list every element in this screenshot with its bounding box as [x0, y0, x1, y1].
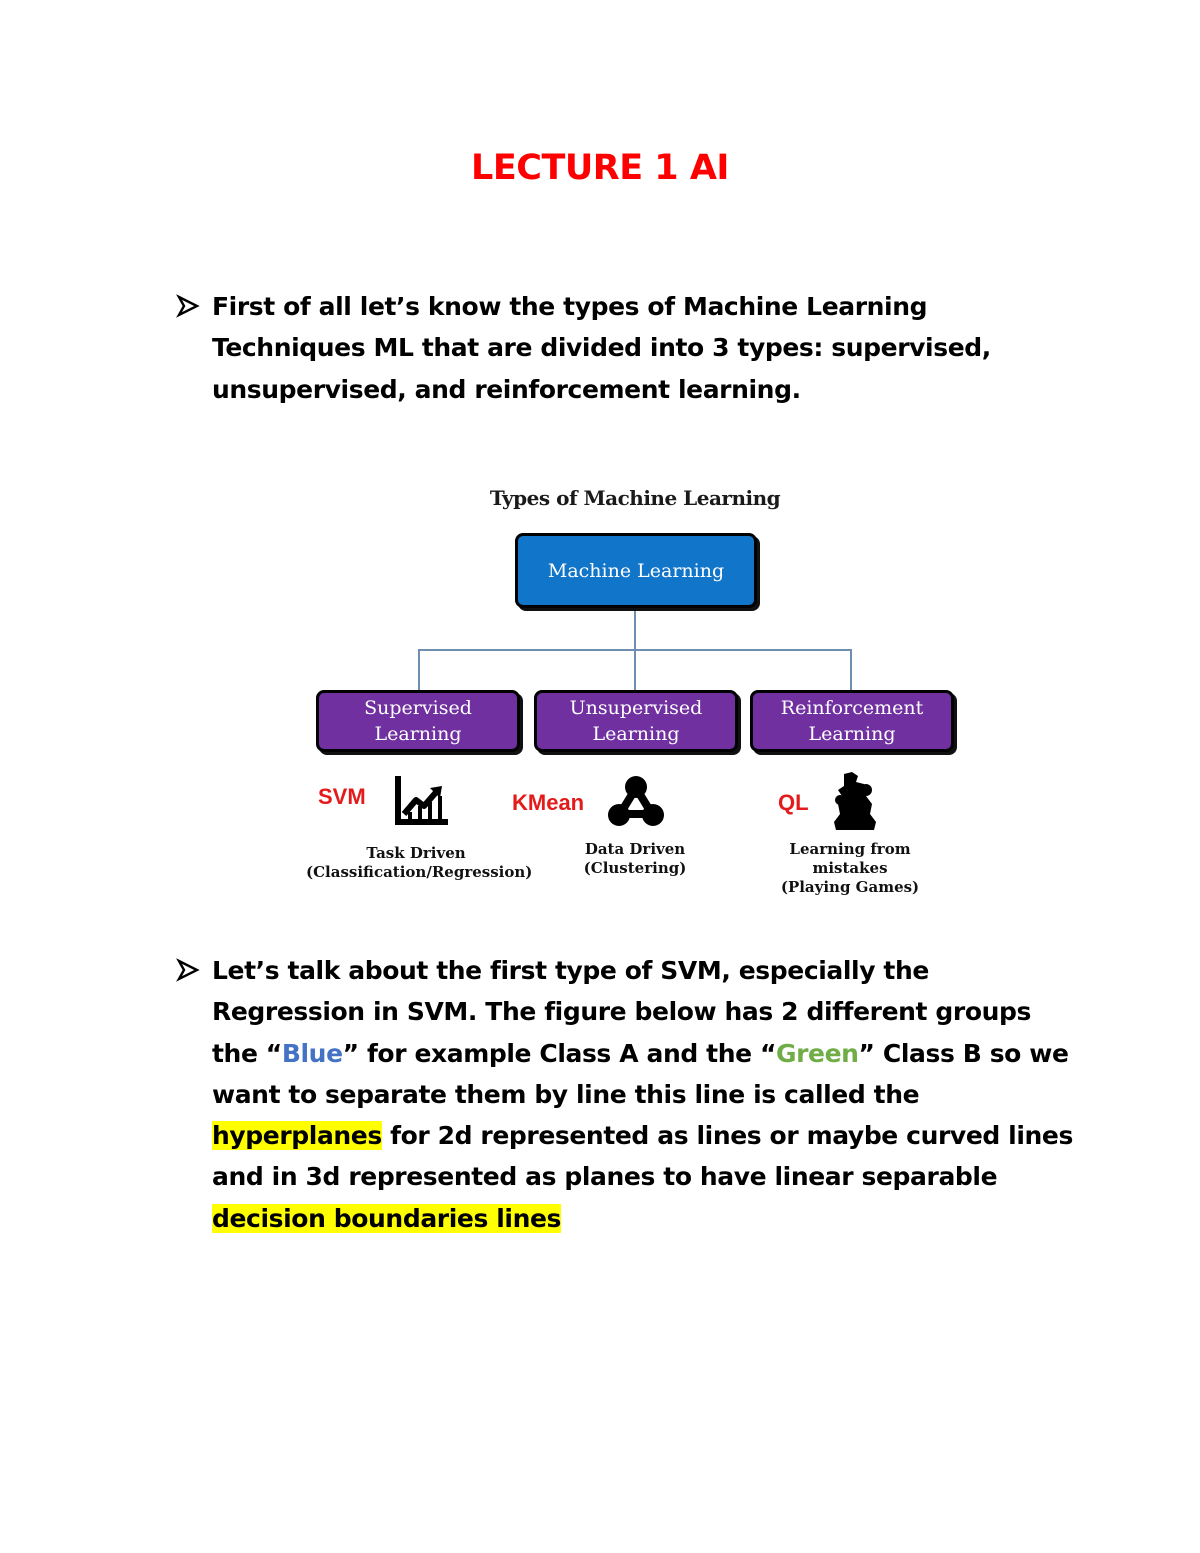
- description-supervised: [306, 844, 533, 882]
- description-line: Learning from: [789, 840, 911, 858]
- chart-icon: [394, 774, 450, 826]
- green-word: Green: [775, 1038, 859, 1068]
- node-label-line: Unsupervised: [569, 697, 703, 719]
- connector-line: [634, 649, 636, 691]
- bullet-item-ml-types: [176, 286, 1076, 410]
- connector-line: [850, 649, 852, 691]
- text-run: Let’s talk about the first type of SVM, especially the Regression in SVM. The figure below has 2 different groups the “: [212, 956, 1031, 1068]
- arrow-bullet-icon: [176, 958, 200, 982]
- algorithm-label-ql: QL: [778, 790, 809, 815]
- text-run: ” for example Class A and the “: [342, 1038, 776, 1068]
- node-label-line: Learning: [374, 723, 462, 745]
- bullet-item-svm: [176, 950, 1076, 1239]
- text-run: for 2d represented as lines or maybe curved lines and in 3d represented as planes to have linear separable: [212, 1121, 1073, 1192]
- ml-types-diagram: [300, 478, 980, 908]
- node-label-line: Reinforcement: [780, 697, 924, 719]
- text-run: ” Class B so we want to separate them by line this line is called the: [212, 1038, 1069, 1109]
- description-line: mistakes: [812, 859, 888, 877]
- description-line: (Classification/Regression): [306, 863, 533, 881]
- algorithm-label-svm: SVM: [318, 784, 366, 809]
- description-reinforcement: [778, 840, 922, 897]
- node-label-line: Learning: [808, 723, 896, 745]
- bullet-text: First of all let’s know the types of Machine Learning Techniques ML that are divided into 3 types: supervised, unsupervised, and reinforcement learning.: [212, 292, 991, 404]
- page-title: LECTURE 1 AI: [471, 148, 729, 188]
- node-reinforcement-learning: [750, 690, 954, 752]
- description-unsupervised: [570, 840, 700, 878]
- cluster-icon: [606, 774, 666, 830]
- node-label-line: Learning: [592, 723, 680, 745]
- description-line: Task Driven: [366, 844, 466, 862]
- connector-line: [418, 649, 420, 691]
- connector-line: [634, 608, 636, 650]
- description-line: Data Driven: [584, 840, 686, 858]
- arrow-bullet-icon: [176, 294, 200, 318]
- node-supervised-learning: [316, 690, 520, 752]
- highlight-decision-boundaries: decision boundaries lines: [212, 1203, 562, 1233]
- diagram-title: Types of Machine Learning: [489, 486, 781, 510]
- algorithm-label-kmean: KMean: [512, 790, 585, 815]
- game-piece-icon: [830, 770, 880, 832]
- node-machine-learning: Machine Learning: [515, 533, 757, 608]
- node-unsupervised-learning: [534, 690, 738, 752]
- description-line: (Clustering): [583, 859, 687, 877]
- blue-word: Blue: [281, 1038, 343, 1068]
- bullet-text: [212, 950, 1076, 1239]
- node-label-line: Supervised: [364, 697, 472, 719]
- description-line: (Playing Games): [780, 878, 920, 896]
- highlight-hyperplanes: hyperplanes: [212, 1121, 382, 1151]
